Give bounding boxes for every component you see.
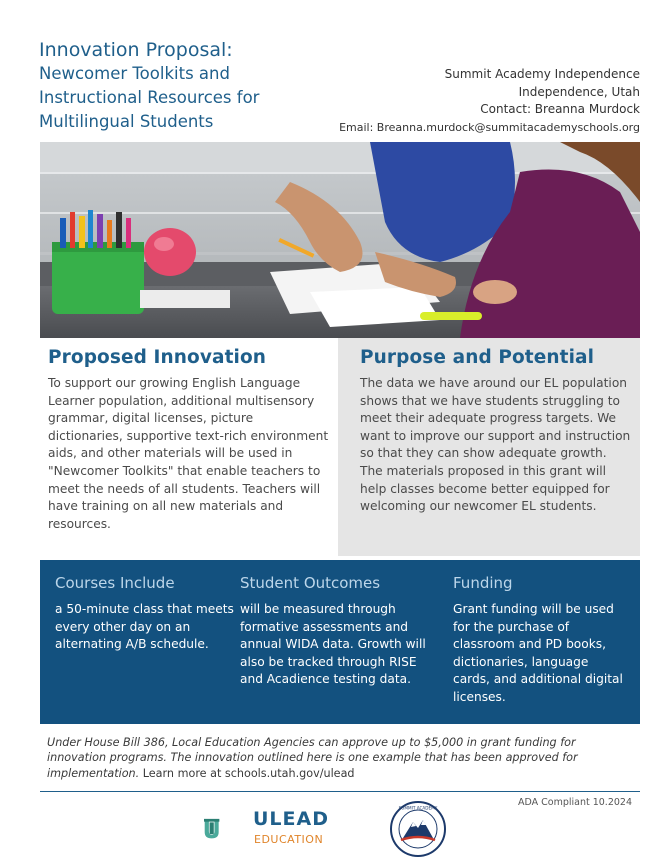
school-location: Independence, Utah (518, 84, 640, 99)
courses-column (55, 574, 235, 654)
divider (40, 791, 640, 792)
purpose-potential-section (338, 338, 640, 556)
classroom-photo (40, 142, 640, 338)
title-line-1: Innovation Proposal: (39, 39, 233, 61)
title-line-3: Instructional Resources for (39, 88, 260, 107)
outcomes-body: will be measured through formative assessments and annual WIDA data. Growth will also be tracked through RISE and Acadience testing data. (240, 602, 426, 686)
funding-heading: Funding (453, 574, 513, 592)
purpose-potential-heading: Purpose and Potential (360, 347, 595, 368)
page-title (39, 38, 309, 134)
footnote-italic: Under House Bill 386, Local Education Agencies can approve up to $5,000 in grant funding for innovation programs. The innovation outlined here is one example that has been approved for implementation. (47, 736, 578, 780)
proposed-innovation-section (40, 338, 338, 556)
funding-body: Grant funding will be used for the purchase of classroom and PD books, dictionaries, language cards, and additional digital licenses. (453, 602, 623, 704)
title-line-2: Newcomer Toolkits and (39, 64, 230, 83)
footnote (47, 735, 637, 781)
contact-name: Contact: Breanna Murdock (480, 102, 640, 116)
ulead-wordmark: ULEAD (253, 808, 329, 830)
outcomes-heading: Student Outcomes (240, 574, 381, 592)
courses-body: a 50-minute class that meets every other day on an alternating A/B schedule. (55, 602, 234, 651)
school-name: Summit Academy Independence (444, 67, 640, 81)
proposed-innovation-heading: Proposed Innovation (48, 347, 267, 368)
ulead-subtitle: EDUCATION (254, 833, 324, 846)
outcomes-column (240, 574, 435, 689)
footnote-link-text[interactable]: Learn more at schools.utah.gov/ulead (139, 766, 355, 780)
details-band (40, 560, 640, 724)
seal-text: SUMMIT ACADEMY (398, 805, 438, 811)
funding-column (453, 574, 628, 706)
classroom-photo-illustration (40, 142, 640, 338)
courses-heading: Courses Include (55, 574, 175, 592)
summit-academy-seal-icon (389, 800, 447, 858)
contact-email[interactable]: Email: Breanna.murdock@summitacademyschools.org (339, 120, 640, 134)
contact-block (339, 66, 640, 136)
ada-compliance-note: ADA Compliant 10.2024 (517, 797, 632, 808)
purpose-potential-body: The data we have around our EL population shows that we have students struggling to meet their adequate progress targets. We want to improve our support and instruction so that they can show adequate growth. The materials proposed in this grant will help classes become better equipped for welcoming our newcomer EL students. (360, 376, 631, 514)
proposed-innovation-body: To support our growing English Language Learner population, additional multisensory grammar, digital licenses, picture dictionaries, supportive text-rich environment aids, and other materials will be used in "Newcomer Toolkits" that enable teachers to meet the needs of all students. Teachers will have training on all new materials and resources. (48, 376, 329, 531)
title-line-4: Multilingual Students (39, 112, 214, 131)
ulead-logo-icon (204, 800, 248, 858)
